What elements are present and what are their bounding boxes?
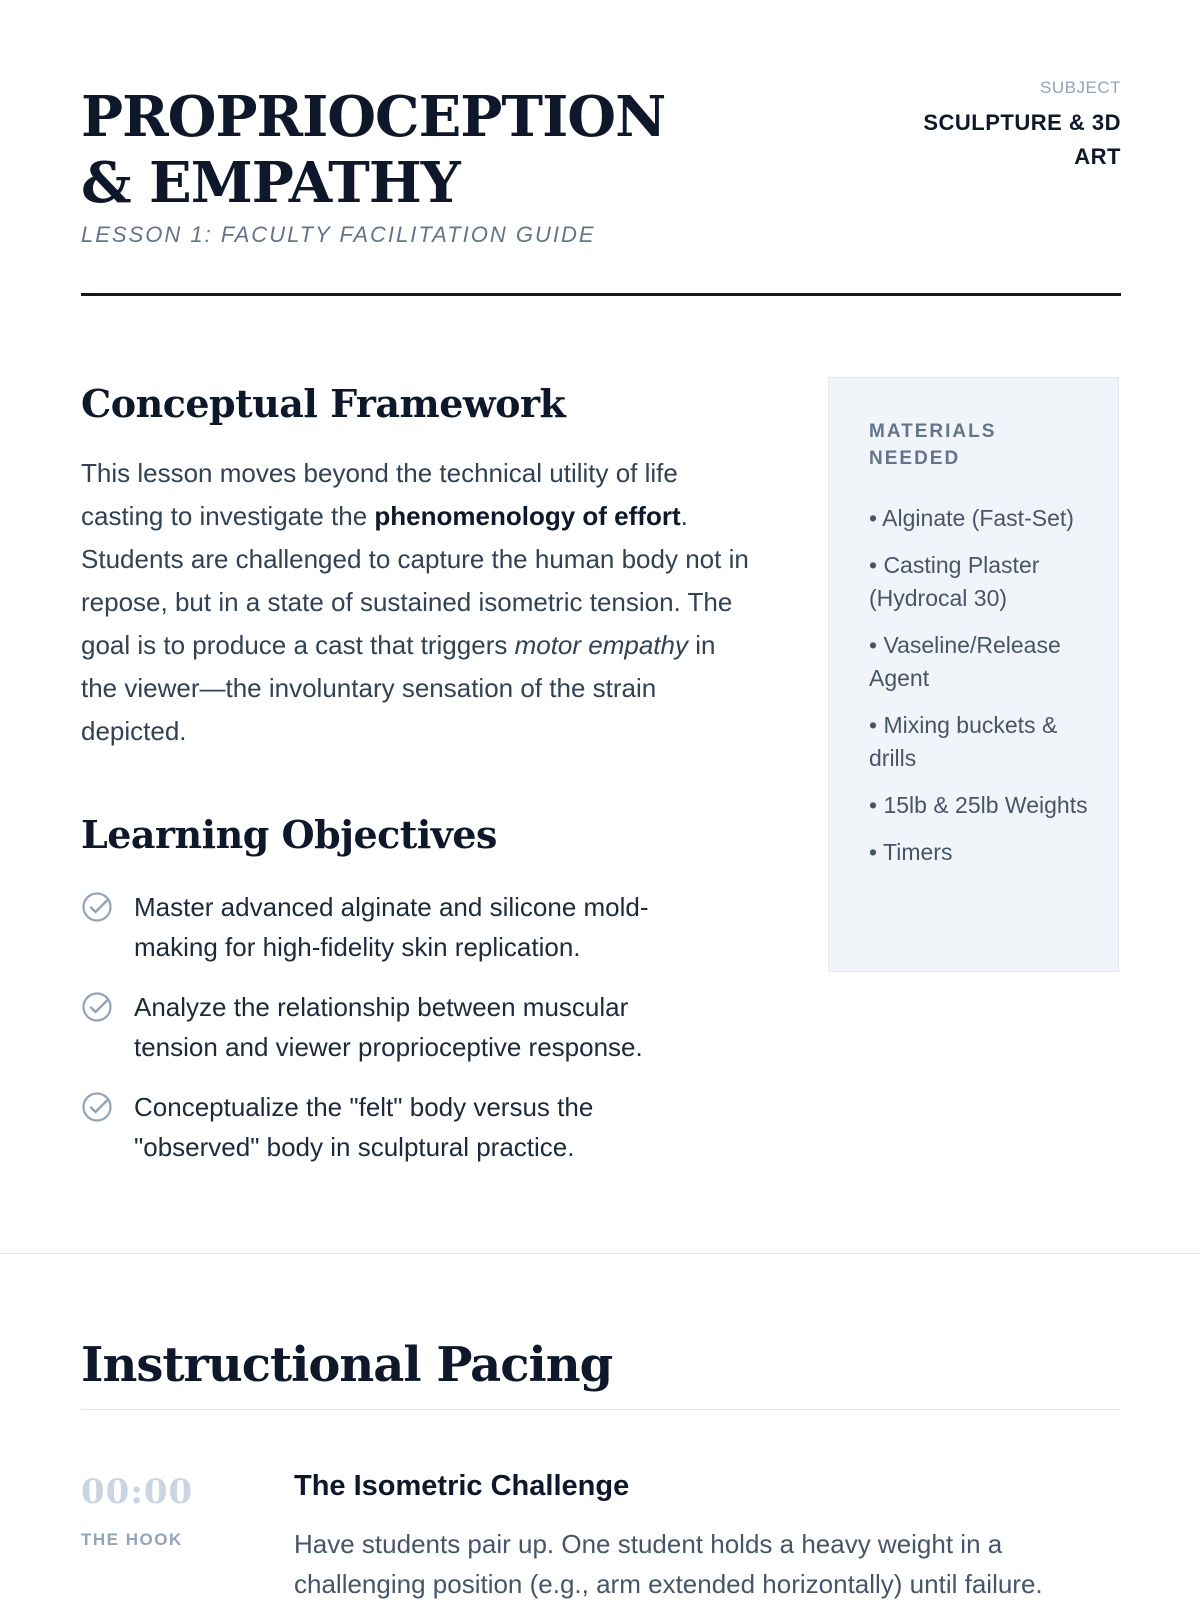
objectives-heading: Learning Objectives [81,812,497,857]
materials-heading: MATERIALS NEEDED [869,421,997,469]
objective-text: Master advanced alginate and silicone mold-making for high-fidelity skin replication. [134,892,649,962]
check-circle-icon [81,891,113,923]
subject-block [881,78,1121,174]
objective-item [81,987,751,1067]
phase-time: 00:00 [81,1472,194,1512]
subject-label: SUBJECT [1040,78,1121,97]
materials-sidebar [828,377,1119,972]
subject-value: SCULPTURE & 3D ART [923,110,1121,169]
framework-paragraph [81,452,751,753]
document-title: PROPRIOCEPTION & EMPATHY [81,84,666,216]
framework-text-2: . Students are challenged to capture the human body not in repose, but in a state of sustained isometric tension. The goal is to produce a cast that triggers [81,501,749,660]
material-item: • Vaseline/Release Agent [869,632,1061,691]
document-header [81,78,1121,247]
framework-text-3: in the viewer—the involuntary sensation of the strain depicted. [81,630,716,746]
material-item: • Alginate (Fast-Set) [869,505,1074,531]
framework-heading: Conceptual Framework [81,381,566,426]
pacing-heading: Instructional Pacing [81,1337,613,1393]
check-circle-icon [81,1091,113,1123]
check-circle-icon [81,991,113,1023]
material-item: • 15lb & 25lb Weights [869,792,1088,818]
materials-list [869,502,1088,869]
objectives-list [81,887,751,1167]
phase-title: The Isometric Challenge [294,1470,630,1502]
main-column [81,380,751,1187]
framework-text-1: This lesson moves beyond the technical utility of life casting to investigate the [81,458,678,531]
framework-bold-term: phenomenology of effort [374,501,681,531]
objective-item [81,887,751,967]
objective-text: Analyze the relationship between muscular tension and viewer proprioceptive response. [134,992,643,1062]
section-divider [0,1253,1200,1254]
material-item: • Casting Plaster (Hydrocal 30) [869,552,1040,611]
objective-item [81,1087,751,1167]
pacing-divider [81,1409,1121,1410]
phase-description: Have students pair up. One student holds a heavy weight in a challenging position (e.g., arm extended horizontally) until failure. [294,1529,1043,1599]
framework-italic-term: motor empathy [514,630,688,660]
phase-label: THE HOOK [81,1530,183,1549]
objective-text: Conceptualize the "felt" body versus the "observed" body in sculptural practice. [134,1092,594,1162]
header-divider [81,293,1121,296]
document-subtitle: LESSON 1: FACULTY FACILITATION GUIDE [81,222,596,247]
material-item: • Mixing buckets & drills [869,712,1058,771]
material-item: • Timers [869,839,953,865]
